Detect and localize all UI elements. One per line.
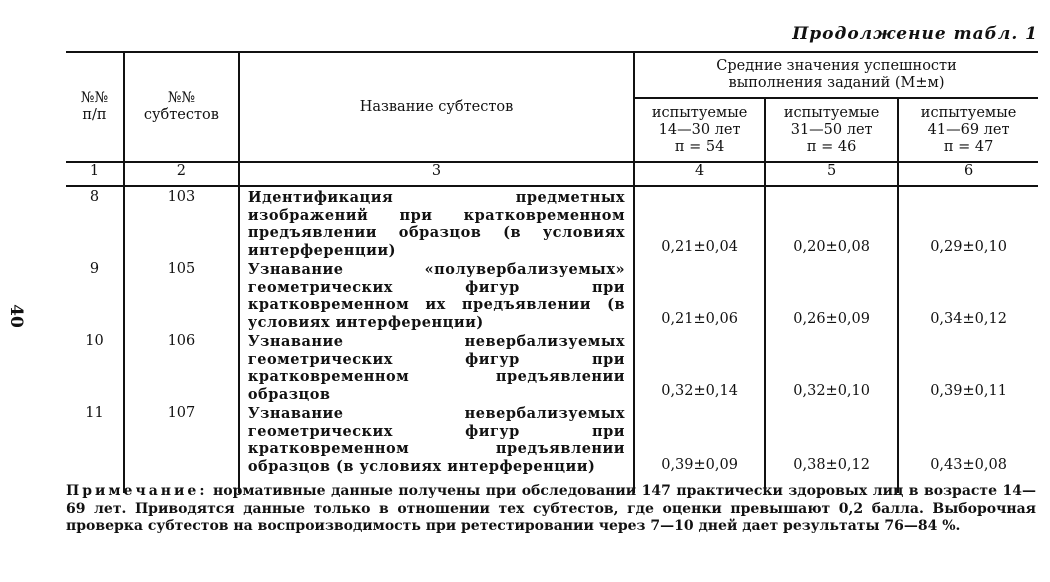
header-subtest-number xyxy=(124,52,239,162)
row-index: 8 xyxy=(89,189,100,205)
header-group-line2: выполнения заданий (М±м) xyxy=(728,75,945,91)
header-group-41-69-line1: испытуемые xyxy=(920,104,1017,121)
row-value-1: 0,21±0,04 xyxy=(634,186,765,259)
header-group-14-30 xyxy=(634,98,765,162)
note-text: нормативные данные получены при обследовании 147 практически здоровых лиц в возрасте 14—69 лет. Приводятся данные только в отношении тех субтестов, где оценки превышают 0,2 балла. Выборочная проверка субтестов на воспроизводимость при ретестировании через 7—10 дней дает результаты 76—84 %. xyxy=(66,483,1036,534)
row-value-2: 0,38±0,12 xyxy=(765,403,898,493)
header-group-14-30-line3: п = 54 xyxy=(674,138,725,155)
table-row xyxy=(66,403,1038,493)
row-value-3: 0,39±0,11 xyxy=(930,383,1007,399)
row-value-2: 0,26±0,09 xyxy=(765,259,898,331)
row-name: Узнавание невербализуемых геометрических фигур при кратковременном предъявлении образцов (в условиях интерференции) xyxy=(247,405,626,475)
row-name-cell xyxy=(239,259,634,331)
row-subtest: 107 xyxy=(167,405,196,421)
header-row-number xyxy=(66,52,124,162)
column-numbers-row xyxy=(66,162,1038,186)
header-row-number-line1: №№ xyxy=(80,90,109,106)
header-subtest-number-line1: №№ xyxy=(167,90,196,106)
column-number-2: 2 xyxy=(124,162,239,186)
row-index: 9 xyxy=(89,261,100,277)
header-group-31-50-line2: 31—50 лет xyxy=(790,121,873,138)
row-index: 11 xyxy=(85,405,104,421)
row-name-cell xyxy=(239,186,634,259)
row-value-3: 0,34±0,12 xyxy=(930,311,1007,327)
row-subtest: 103 xyxy=(167,189,196,205)
table-note xyxy=(66,483,1036,536)
row-index-cell xyxy=(66,259,124,331)
row-value-3: 0,29±0,10 xyxy=(930,239,1007,255)
table-row xyxy=(66,186,1038,259)
table-row xyxy=(66,331,1038,403)
table-continuation-label: Продолжение табл. 1 xyxy=(792,24,1038,44)
header-group-14-30-line1: испытуемые xyxy=(651,104,748,121)
header-group-line1: Средние значения успешности xyxy=(716,58,957,74)
row-subtest: 106 xyxy=(167,333,196,349)
row-value-2: 0,20±0,08 xyxy=(765,186,898,259)
row-name: Узнавание «полувербализуемых» геометрических фигур при кратковременном их предъявлении (в условиях интерференции) xyxy=(247,261,626,331)
results-table xyxy=(66,51,1038,493)
column-number-1: 1 xyxy=(66,162,124,186)
header-group-14-30-line2: 14—30 лет xyxy=(658,121,741,138)
row-subtest-cell xyxy=(124,331,239,403)
column-number-3: 3 xyxy=(239,162,634,186)
header-group-41-69-line3: п = 47 xyxy=(943,138,994,155)
row-name-cell xyxy=(239,403,634,493)
header-subtest-number-line2: субтестов xyxy=(143,107,219,123)
row-value-1: 0,21±0,06 xyxy=(634,259,765,331)
row-index-cell xyxy=(66,403,124,493)
row-subtest: 105 xyxy=(167,261,196,277)
row-subtest-cell xyxy=(124,259,239,331)
row-subtest-cell xyxy=(124,403,239,493)
row-subtest-cell xyxy=(124,186,239,259)
column-number-6: 6 xyxy=(898,162,1038,186)
table-row xyxy=(66,259,1038,331)
header-group-mean-values xyxy=(634,52,1038,98)
row-value-1: 0,39±0,09 xyxy=(634,403,765,493)
row-value-2: 0,32±0,10 xyxy=(765,331,898,403)
row-name-cell xyxy=(239,331,634,403)
header-group-31-50 xyxy=(765,98,898,162)
header-group-41-69-line2: 41—69 лет xyxy=(927,121,1010,138)
row-name: Узнавание невербализуемых геометрических фигур при кратковременном предъявлении образцов xyxy=(247,333,626,403)
row-index-cell xyxy=(66,186,124,259)
row-value-1: 0,32±0,14 xyxy=(634,331,765,403)
header-group-41-69 xyxy=(898,98,1038,162)
column-number-5: 5 xyxy=(765,162,898,186)
page-number: 40 xyxy=(5,304,26,328)
row-name: Идентификация предметных изображений при кратковременном предъявлении образцов (в условиях интерференции) xyxy=(247,189,626,259)
header-group-31-50-line3: п = 46 xyxy=(806,138,857,155)
header-group-31-50-line1: испытуемые xyxy=(783,104,880,121)
note-label: Примечание: xyxy=(66,483,208,499)
row-value-3: 0,43±0,08 xyxy=(930,457,1007,473)
header-subtest-name-text: Название субтестов xyxy=(359,98,514,115)
column-number-4: 4 xyxy=(634,162,765,186)
header-subtest-name xyxy=(239,52,634,162)
row-index-cell xyxy=(66,331,124,403)
row-index: 10 xyxy=(85,333,104,349)
header-row-number-line2: п/п xyxy=(82,107,107,123)
